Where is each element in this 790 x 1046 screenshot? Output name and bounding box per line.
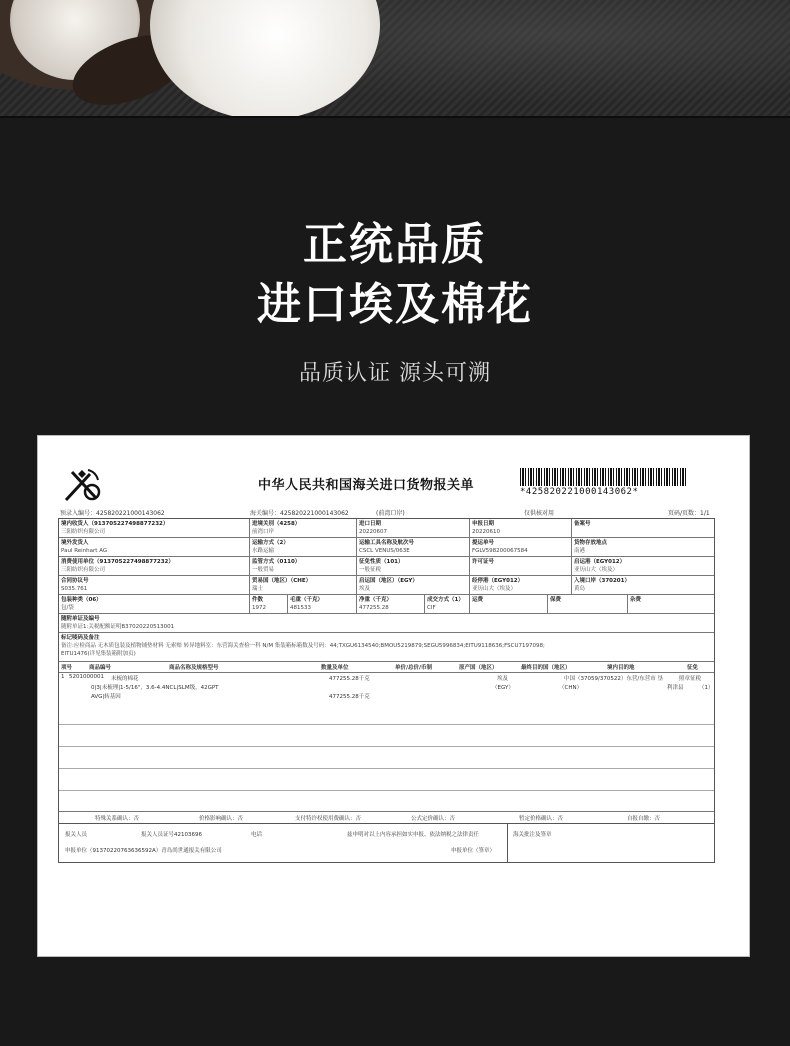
barcode-number: *4258202210001430​62* [520, 487, 639, 497]
headline-subtitle: 品质认证 源头可溯 [299, 361, 491, 386]
document-title: 中华人民共和国海关进口货物报关单 [258, 478, 475, 493]
item-row: 1 5201000001 未梳的棉花 0|3|未梳理|1-5/16"，3.6-4.4NCL|SLM级，42GPT AVG|转基因 477255.28千克 477255.28千克 埃及 （EGY） 中国 （CHN） （37059/370522）东营/东营市 垦 利津县 照章征税 （1） [61, 674, 714, 700]
customs-no: 海关编号：425820221000143062 [250, 510, 349, 517]
headline-line2: 进口埃及棉花 [257, 279, 533, 330]
port-note: (前湾口岸) [376, 510, 405, 517]
headline-line1: 正统品质 [303, 219, 487, 270]
items-header: 项号 商品编号 商品名称及规格型号 数量及单位 单价/总价/币制 原产国（地区） 最终目的国（地区） 境内目的地 征免 [59, 662, 714, 673]
verify-note: 仅供核对用 [524, 510, 555, 517]
declaration-grid: 境内收货人（913705227498877232） 三阳纺织有限公司 进境关别（4258） 前湾口岸 进口日期 20220607 申报日期 20220610 备案号 境外发货人 Paul Reinhart AG 运输方式（2） 水路运输 运输工具名称及航次号 CSCL VENUS/063E 提运单号 FGLV598200067584 货物存放地点 南港 消费使用单位（913705227498877232） 三阳纺织有限公司 监管方式（0110） 一般贸易 征免性质（101） 一般征税 许可证号 启运港（EGY012） 亚历山大（埃及） 合同协议号 S035.761 贸易国（地区）（CHE） 瑞士 启运国（地区）（EGY） 埃及 经停港（EGY012） 亚历山大（埃及） 入境口岸（370201） 黄岛 包装种类（06） 包/袋 件数 1972 毛重（千克） 481533 净重（千克） 477255.28 成交方式（1） CIF 运费 保费 杂费 随附单证及编号 随附单证1:关税配额证明B3702022051​3001 标记唛码及备注 备注:应检商品 无木质包装及植物铺垫材料 无索赔 转异地料室：东营海关查检一科 N/M 集装箱标箱数及号码：44;TXGU6134540;BMOU5219879;SEGU5996834;EITU9118636;FSCU7197098; EITU1476(详见集装箱附加页) 项号 商品编号 商品名称及规格型号 数量及单位 单价/总价/币制 原产国（地区） 最终目的国（地区） 境内目的地 征免 1 5201000001 未梳的棉花 0|3|未梳理|1-5/16"，3.6-4.4NCL|SLM级，42GPT AVG|转基因 477255.28千克 477255.28千克 埃及 （EGY） 中国 （CHN） （37059/370522）东营/东营市 垦 利津县 照章征税 （1） 特殊关系确认：否 价格影响确认：否 支付特许权使用费确认：否 公式定价确认：否 暂定价格确认：否 自报自缴：否 报关人员 报关人员证号42103696 电话 兹申明对以上内容承担如实申报、依法纳税之法律责任 海关批注及签章 申报单位（91370220763636592A）青岛尚世通报关有限公司 申报单位（签章） [58, 518, 715, 863]
customs-declaration-image [38, 436, 749, 956]
page-count: 页码/页数：1/1 [668, 510, 710, 517]
header-row [58, 508, 730, 518]
confirm-row: 特殊关系确认：否 价格影响确认：否 支付特许权使用费确认：否 公式定价确认：否 暂定价格确认：否 自报自缴：否 [59, 811, 714, 823]
customs-declaration-form [58, 462, 730, 952]
customs-emblem-icon [62, 466, 104, 504]
declarant-block: 报关人员 报关人员证号42103696 电话 兹申明对以上内容承担如实申报、依法纳税之法律责任 海关批注及签章 申报单位（91370220763636592A）青岛尚世通报关有限公司 申报单位（签章） [59, 823, 714, 862]
barcode [520, 468, 686, 486]
divider [0, 116, 790, 118]
cotton-photo-banner [0, 0, 790, 116]
pre-entry-no: 预录入编号：425820221000143062 [60, 510, 165, 517]
empty-item-rows [59, 703, 714, 811]
